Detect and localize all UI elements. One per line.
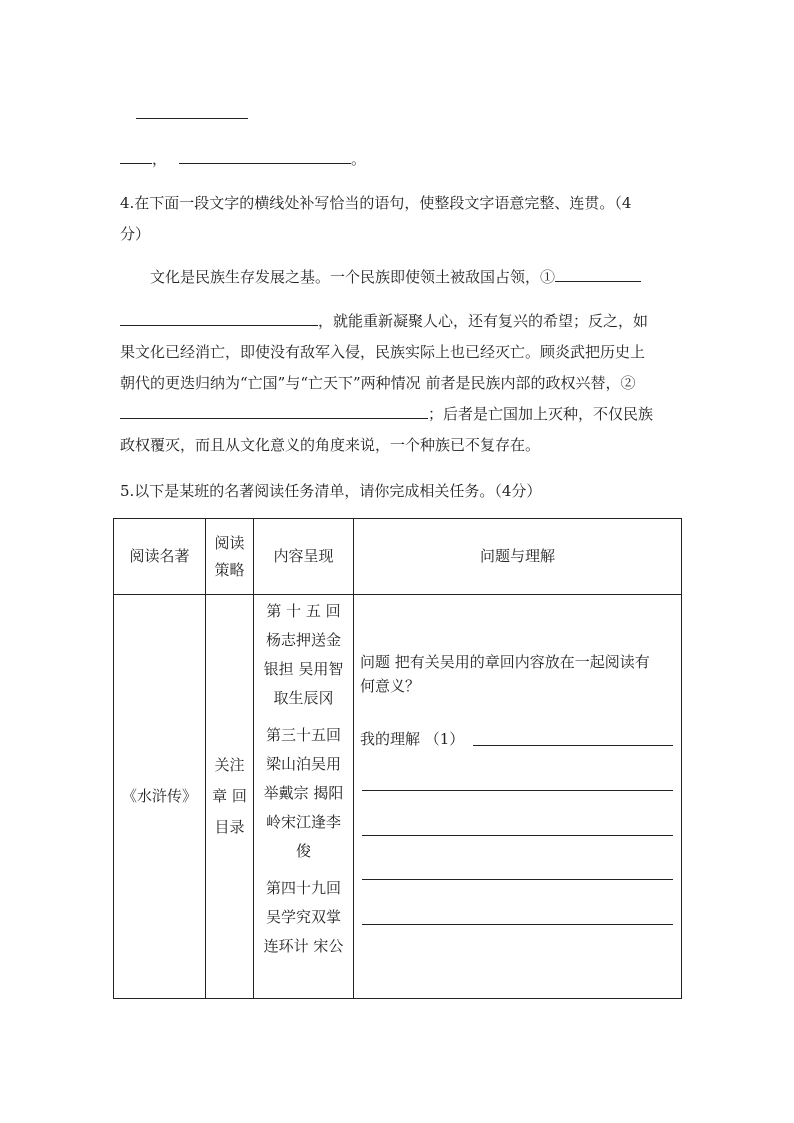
chapter-line: 举戴宗 揭阳 [263,784,344,802]
question-text: 何意义？ [360,677,421,695]
passage-text: ，就能重新凝聚人心，还有复兴的希望；反之，如 [318,312,649,330]
answer-blank-1-cont[interactable] [120,324,318,326]
answer-line[interactable] [362,790,673,791]
answer-line[interactable] [362,924,673,925]
strategy-line: 目录 [214,818,245,836]
answer-blank[interactable] [136,118,248,119]
strategy-line: 关注 [214,756,245,774]
passage-text: 政权覆灭，而且从文化意义的角度来说，一个种族已不复存在。 [120,436,541,454]
answer-blank-row [120,148,366,171]
passage-text: ；后者是亡国加上灭种，不仅民族 [428,405,654,423]
passage-text: 果文化已经消亡，即使没有敌军入侵，民族实际上也已经灭亡。顾炎武把历史上 [120,343,646,361]
header-strategy [206,519,254,595]
chapter-line: 岭宋江逢李 [265,813,341,831]
q4-passage-line [120,403,653,426]
chapter-line: 梁山泊吴用 [265,755,341,773]
chapter-line: 取生辰冈 [273,689,334,707]
header-strategy-line2: 策略 [214,560,245,579]
header-content: 内容呈现 [254,519,354,595]
q5-title: 5.以下是某班的名著阅读任务清单，请你完成相关任务。（4分） [120,482,542,500]
header-question: 问题与理解 [354,519,682,595]
chapter-line: 连环计 宋公 [263,937,344,955]
chapter-line: 吴学究双掌 [265,908,341,926]
q4-passage-line [120,341,645,364]
q4-passage-line [120,434,540,457]
answer-label: 我的理解 （1） [360,730,465,748]
answer-blank-2[interactable] [120,417,428,419]
q4-title: 4.在下面一段文字的横线处补写恰当的语句，使整段文字语意完整、连贯。（4 [120,194,632,212]
answer-line[interactable] [362,835,673,836]
q4-passage-line [120,310,648,333]
header-strategy-line1: 阅读 [214,533,245,552]
q4-passage-line [120,372,635,395]
q4-passage-line [150,266,641,289]
table-header-row [114,519,682,595]
punctuation: ， [152,150,168,168]
chapter-line: 银担 吴用智 [263,660,344,678]
strategy-line: 章 回 [212,787,247,805]
chapter-line: 杨志押送金 [265,631,341,649]
passage-text: 文化是民族生存发展之基。一个民族即使领土被敌国占领，① [150,268,556,286]
chapter-line: 俊 [295,842,311,860]
table-row [114,595,682,999]
chapter-line: 第三十五回 [265,726,341,744]
q4-title-cont: 分） [120,225,151,243]
question-cell [354,595,682,999]
answer-blank[interactable] [120,162,152,164]
header-book: 阅读名著 [114,519,206,595]
chapter-line: 第 十 五 回 [266,602,341,620]
answer-blank[interactable] [179,162,351,164]
question-text: 问题 把有关吴用的章回内容放在一起阅读有 [360,653,650,671]
reading-task-table [113,518,682,999]
punctuation: 。 [351,150,367,168]
answer-line[interactable] [362,879,673,880]
passage-text: 朝代的更迭归纳为“亡国”与“亡天下”两种情况 前者是民族内部的政权兴替，② [120,374,636,392]
answer-line[interactable] [473,745,673,746]
book-title: 《水浒传》 [114,595,206,999]
answer-blank-1[interactable] [555,280,641,282]
chapter-line: 第四十九回 [265,879,341,897]
strategy-cell [206,595,254,999]
chapter-list [254,595,354,999]
